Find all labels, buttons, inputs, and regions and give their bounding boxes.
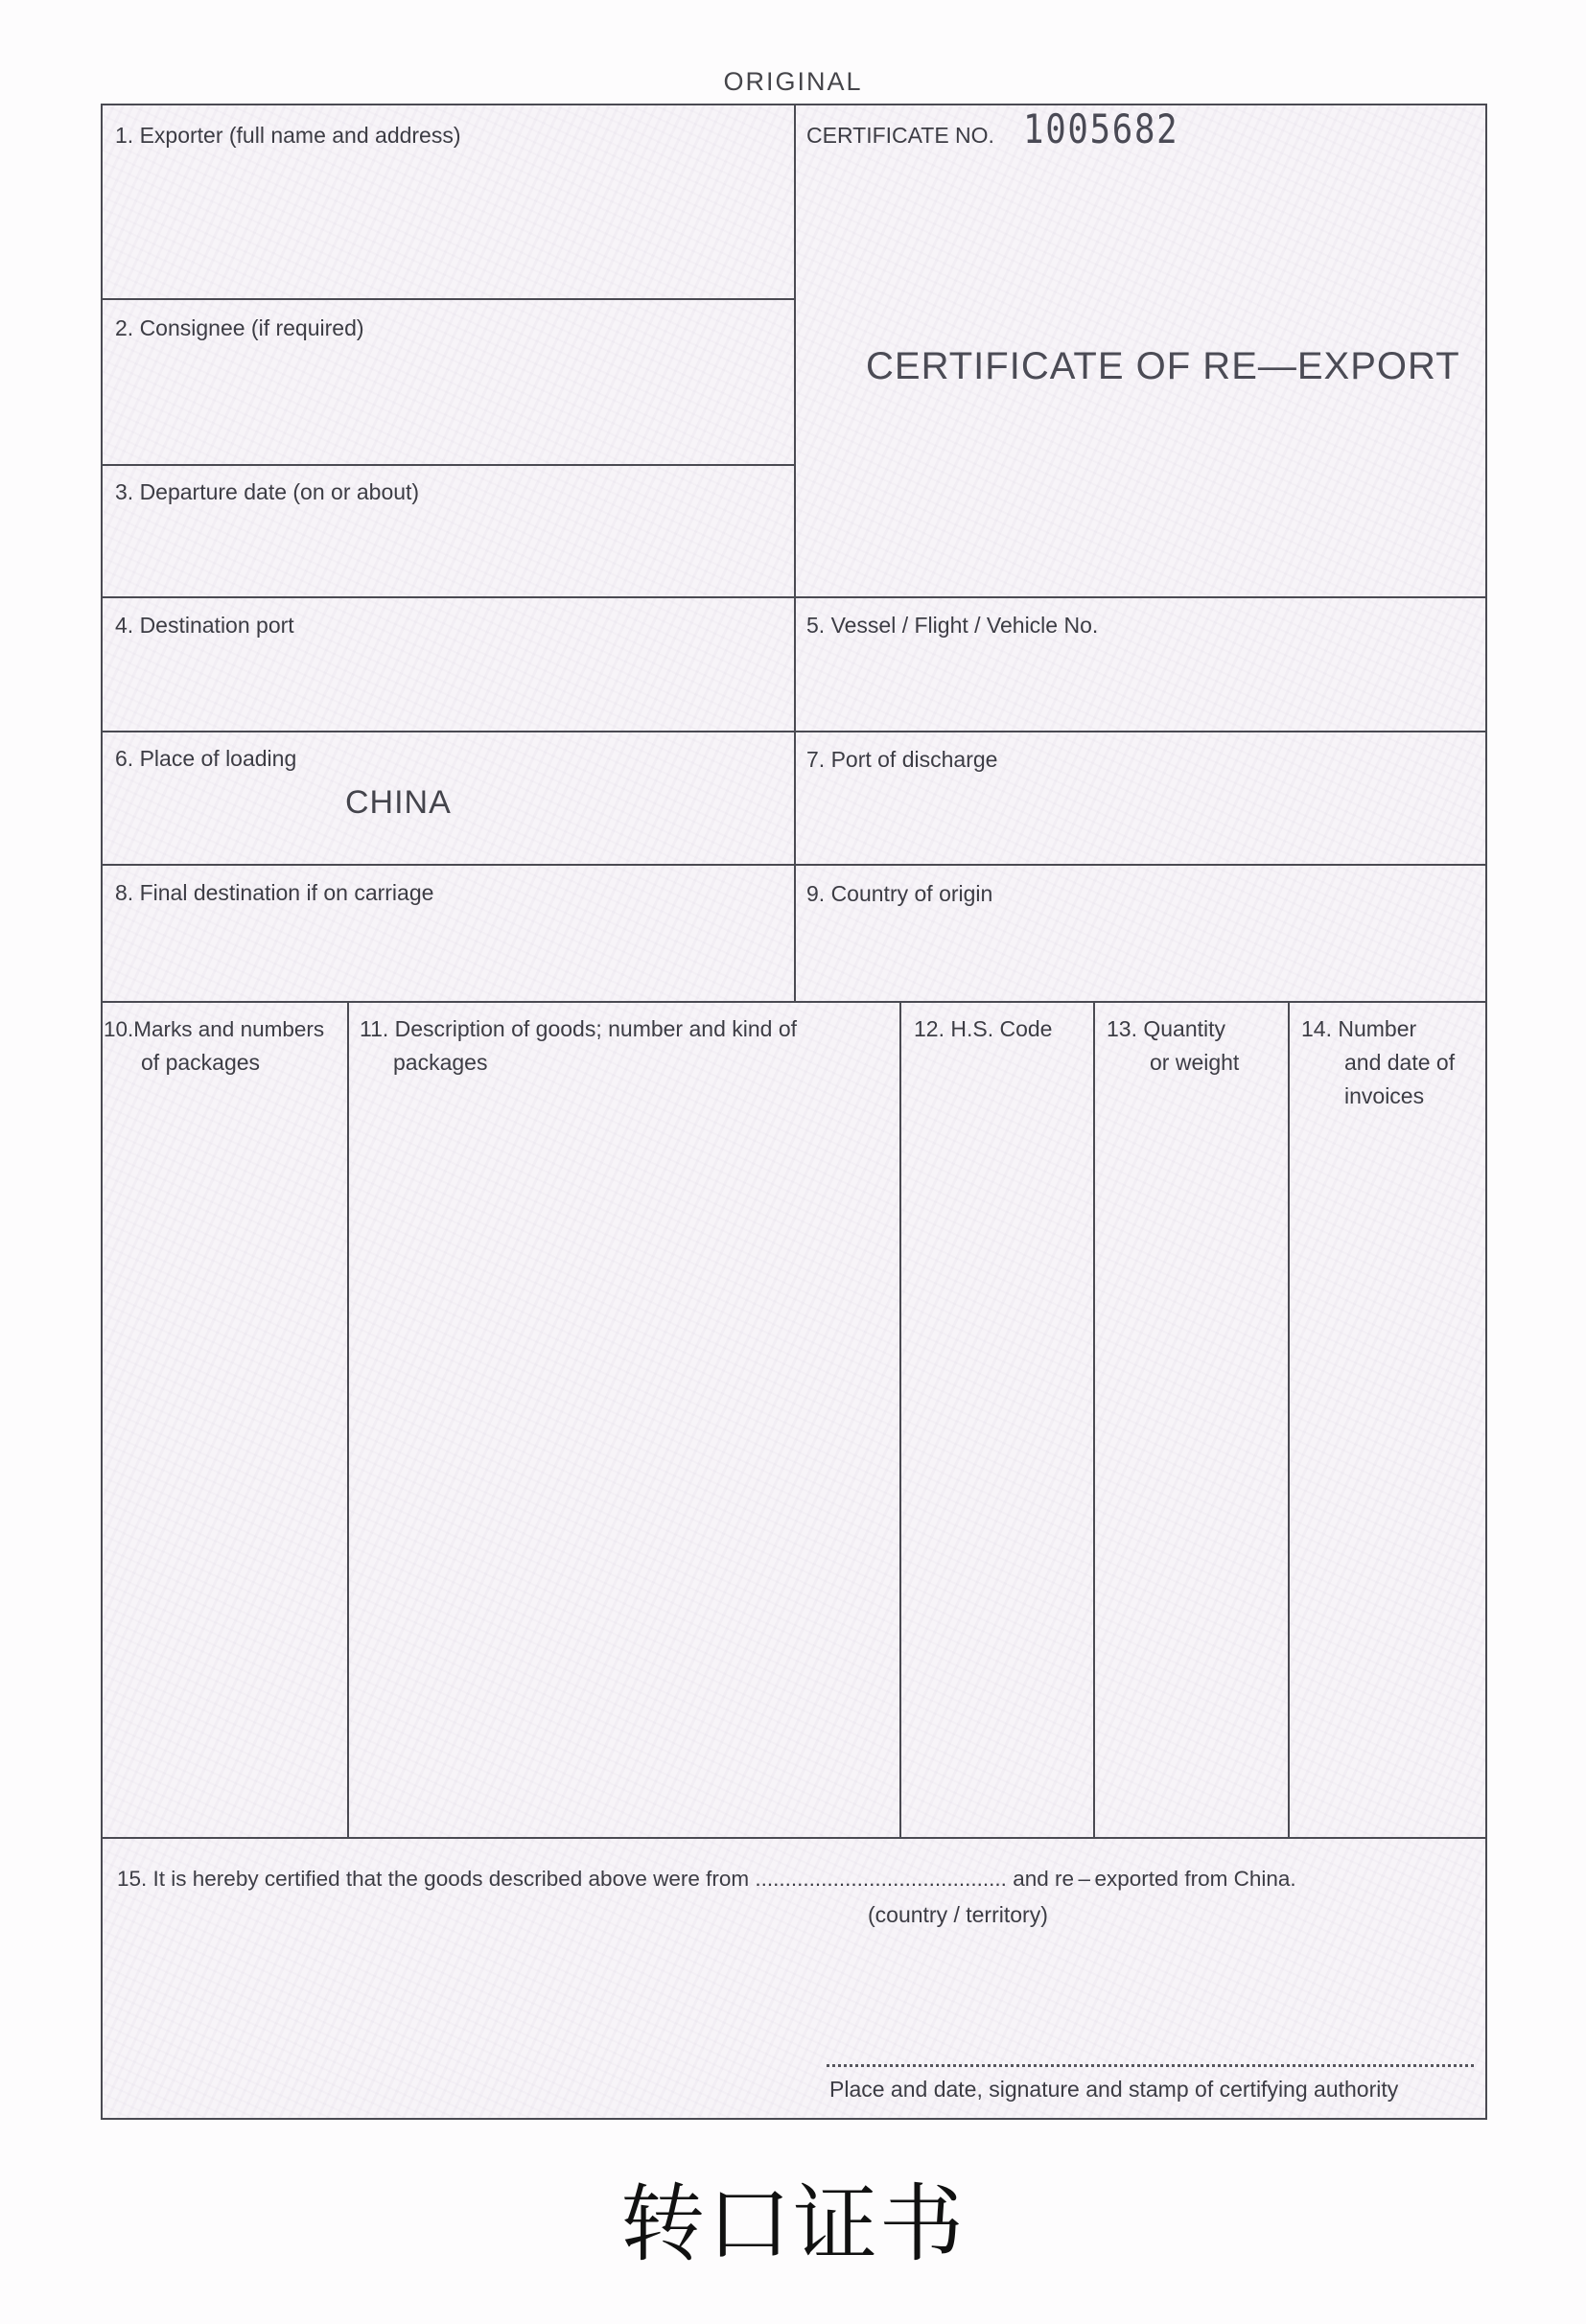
certification-text bbox=[117, 1862, 1296, 1895]
certificate-form bbox=[101, 104, 1487, 2120]
consignee-label: 2. Consignee (if required) bbox=[115, 315, 364, 340]
destination-port-label: 4. Destination port bbox=[115, 613, 294, 638]
exporter-label: 1. Exporter (full name and address) bbox=[115, 123, 461, 148]
departure-date-label: 3. Departure date (on or about) bbox=[115, 479, 420, 504]
certificate-no-label: CERTIFICATE NO. bbox=[806, 123, 994, 148]
certification-text-end: and re – exported from China. bbox=[1013, 1867, 1296, 1891]
divider-box2 bbox=[103, 464, 794, 466]
certification-text-start: 15. It is hereby certified that the goods described above were from .......................................... bbox=[117, 1867, 1007, 1891]
divider-row6 bbox=[103, 731, 1485, 732]
certificate-number: 1005682 bbox=[1023, 105, 1179, 152]
place-of-loading-value: CHINA bbox=[345, 784, 452, 821]
copy-label: ORIGINAL bbox=[723, 67, 863, 96]
divider-col12 bbox=[1093, 1001, 1095, 1837]
marks-header-line2: of packages bbox=[141, 1050, 261, 1075]
invoices-header-line2: and date of bbox=[1344, 1050, 1456, 1075]
invoices-header-line3: invoices bbox=[1344, 1083, 1425, 1108]
final-destination-label: 8. Final destination if on carriage bbox=[115, 880, 434, 905]
country-of-origin-label: 9. Country of origin bbox=[806, 881, 993, 906]
port-of-discharge-label: 7. Port of discharge bbox=[806, 747, 998, 772]
quantity-header-line1: 13. Quantity bbox=[1107, 1016, 1226, 1041]
invoices-header-line1: 14. Number bbox=[1301, 1016, 1417, 1041]
divider-cert bbox=[103, 1837, 1485, 1839]
divider-row4 bbox=[103, 596, 1485, 598]
divider-col10 bbox=[347, 1001, 349, 1837]
divider-center bbox=[794, 105, 796, 1001]
certificate-title: CERTIFICATE OF RE—EXPORT bbox=[866, 345, 1460, 387]
divider-col13 bbox=[1288, 1001, 1290, 1837]
quantity-header-line2: or weight bbox=[1150, 1050, 1240, 1075]
description-header-line2: packages bbox=[393, 1050, 488, 1075]
signature-line bbox=[827, 2064, 1474, 2067]
description-header-line1: 11. Description of goods; number and kind of bbox=[360, 1016, 798, 1041]
country-territory-hint: (country / territory) bbox=[868, 1902, 1048, 1927]
place-of-loading-label: 6. Place of loading bbox=[115, 746, 297, 771]
signature-caption: Place and date, signature and stamp of certifying authority bbox=[829, 2077, 1399, 2102]
divider-goods bbox=[103, 1001, 1485, 1003]
vessel-label: 5. Vessel / Flight / Vehicle No. bbox=[806, 613, 1099, 638]
divider-col11 bbox=[899, 1001, 901, 1837]
chinese-title: 转口证书 bbox=[619, 2174, 966, 2273]
marks-header-line1: 10.Marks and numbers bbox=[104, 1017, 325, 1041]
divider-row8 bbox=[103, 864, 1485, 866]
divider-box1 bbox=[103, 298, 794, 300]
hs-code-header: 12. H.S. Code bbox=[914, 1016, 1053, 1041]
